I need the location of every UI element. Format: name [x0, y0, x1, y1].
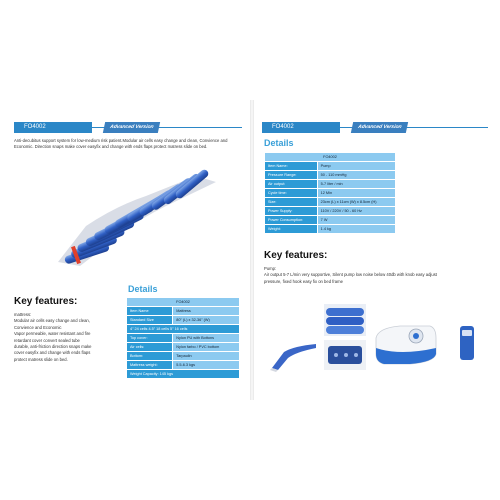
spec-value: 5.5-6.3 kgs	[173, 361, 240, 370]
spec-key: Mattress weight:	[127, 361, 173, 370]
spec-value: 12 Min	[317, 189, 395, 198]
spec-key: Standard Size	[127, 316, 173, 325]
brochure-spread	[6, 100, 494, 400]
spec-key: Item Name	[127, 307, 173, 316]
key-feature-line: durable, anti-friction direction snaps make	[14, 344, 92, 350]
model-bar	[262, 122, 488, 133]
pump-hook-photo	[452, 320, 482, 366]
spec-value: 50 - 110 mmHg	[317, 171, 395, 180]
table-row	[265, 162, 396, 171]
key-features-list	[14, 312, 124, 363]
spec-key: Bottom:	[127, 352, 173, 361]
spec-value: 1.4 kg	[317, 225, 395, 234]
spec-key: Pressure Range:	[265, 171, 318, 180]
model-tag: FO4002	[262, 122, 340, 133]
spec-value: Nylon farbo / PVC bottom	[173, 343, 240, 352]
spec-key: Item Name:	[265, 162, 318, 171]
pump-spec-table	[264, 152, 396, 234]
table-row	[265, 180, 396, 189]
spec-key: Power Supply:	[265, 207, 318, 216]
page-gutter	[250, 100, 254, 400]
model-tag: FO4002	[14, 122, 92, 133]
table-row	[127, 352, 240, 361]
table-row	[265, 207, 396, 216]
key-feature-line: mattress:	[14, 312, 32, 317]
spec-key: Air cells:	[127, 343, 173, 352]
spec-title: FO4002	[127, 298, 240, 307]
key-features-heading: Key features:	[264, 250, 328, 261]
intro-text: Anti-decubitus support system for low-medium risk patient.Modular air cells easy change and clean, Convience and Economic. Direction snaps make cover easyfix and change with ends flaps protect matress slide on bed.	[14, 138, 228, 149]
spec-key: Power Consumption:	[265, 216, 318, 225]
spec-value: 23cm (L) x 11cm (W) x 8.5cm (H)	[317, 198, 395, 207]
spec-value: 5-7 liter / min	[317, 180, 395, 189]
key-feature-line: cover easyfix and change with ends flaps	[14, 350, 91, 356]
table-row	[127, 361, 240, 370]
details-heading: Details	[128, 284, 158, 294]
pump-feature-line: Pump:	[264, 266, 277, 271]
air-cell-closeup-photo	[324, 304, 366, 336]
spec-key: Weight:	[265, 225, 318, 234]
table-row	[127, 325, 240, 334]
mattress-spec-table	[126, 297, 240, 379]
spec-value: Mattress	[173, 307, 240, 316]
table-row	[127, 334, 240, 343]
model-bar	[14, 122, 242, 133]
key-feature-line: protect matress slide on bed.	[14, 356, 68, 362]
mattress-image	[46, 166, 226, 266]
pump-features	[264, 266, 488, 285]
advanced-version-tag: Advanced Version	[103, 122, 161, 133]
spec-value: Tarpaulin	[173, 352, 240, 361]
right-page	[256, 100, 494, 400]
spec-value: 7 W	[317, 216, 395, 225]
spec-title: FO4002	[265, 153, 396, 162]
table-row	[265, 216, 396, 225]
spec-key: Weight Capacity: 145 kgs	[127, 370, 240, 379]
spec-key: Cycle time:	[265, 189, 318, 198]
spec-key: Size:	[265, 198, 318, 207]
spec-value: Nylon PU with Bottons	[173, 334, 240, 343]
spec-value: 80" (L) x 32-36" (W)	[173, 316, 240, 325]
spec-key: Top cover:	[127, 334, 173, 343]
key-feature-line: retardant cover convert sealed tube	[14, 337, 80, 343]
spec-value: 110V / 220V / 50 - 60 Hz	[317, 207, 395, 216]
spec-key: 4" 24 cells 4.5" 18 cells 5" 16 cells	[127, 325, 240, 334]
key-feature-line: Vapor permeable, water resistant and fire	[14, 331, 91, 337]
left-page	[6, 100, 248, 400]
table-row	[265, 171, 396, 180]
table-row	[265, 198, 396, 207]
pump-photo	[370, 314, 440, 370]
cover-closeup-photo	[324, 340, 366, 370]
table-row	[127, 316, 240, 325]
pump-feature-line: Air output 5-7 L/min very supportive, Silent pump low noise below 40db with knob easy adjust	[264, 272, 437, 278]
mattress-small-photo	[268, 340, 320, 374]
table-row	[265, 189, 396, 198]
pump-feature-line: pressure, fixed hook easy fix on bed frame	[264, 278, 343, 284]
key-feature-line: Modular air cells easy change and clean,	[14, 318, 90, 324]
spec-key: Air output:	[265, 180, 318, 189]
spec-value: Pump	[317, 162, 395, 171]
table-row	[265, 225, 396, 234]
advanced-version-tag: Advanced Version	[351, 122, 409, 133]
table-row	[127, 307, 240, 316]
table-row	[127, 343, 240, 352]
key-feature-line: Convience and Economic	[14, 324, 62, 330]
table-row	[127, 370, 240, 379]
key-features-heading: Key features:	[14, 296, 78, 307]
details-heading: Details	[264, 138, 294, 148]
